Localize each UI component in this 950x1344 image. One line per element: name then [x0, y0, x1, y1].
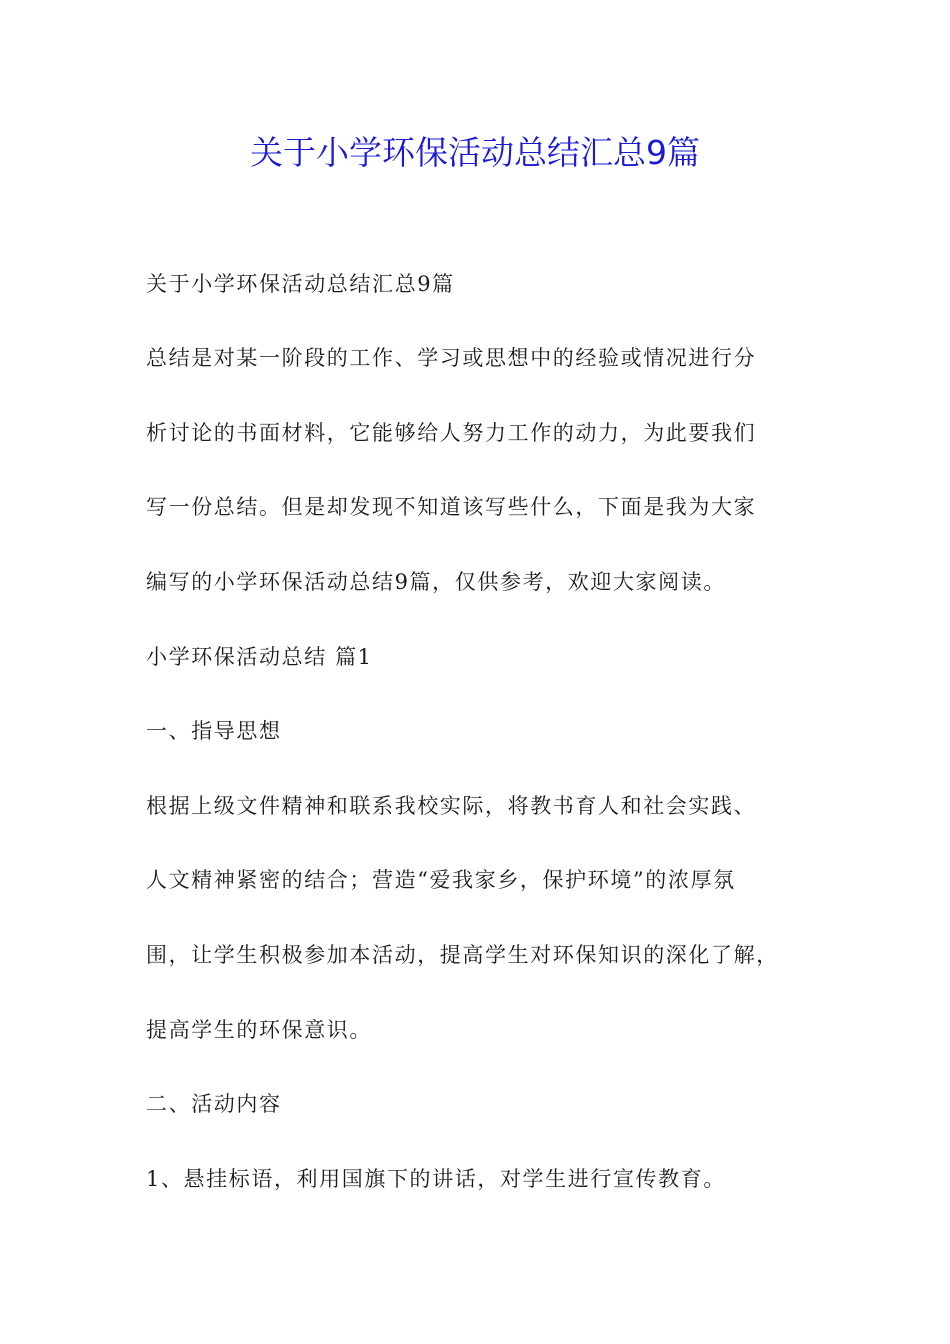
intro-line-4: 编写的小学环保活动总结9篇，仅供参考，欢迎大家阅读。: [146, 570, 726, 594]
intro-line-1: 总结是对某一阶段的工作、学习或思想中的经验或情况进行分: [146, 346, 757, 370]
intro-line-3: 写一份总结。但是却发现不知道该写些什么，下面是我为大家: [146, 495, 757, 519]
document-title: 关于小学环保活动总结汇总9篇: [250, 133, 700, 172]
subheading-activity-content: 二、活动内容: [146, 1092, 282, 1116]
body-line-4: 提高学生的环保意识。: [146, 1018, 372, 1042]
subtitle-line: 关于小学环保活动总结汇总9篇: [146, 272, 455, 296]
subheading-guiding-idea: 一、指导思想: [146, 719, 282, 743]
intro-line-2: 析讨论的书面材料，它能够给人努力工作的动力，为此要我们: [146, 421, 757, 445]
body-line-3: 围，让学生积极参加本活动，提高学生对环保知识的深化了解，: [146, 943, 779, 967]
section-heading: 小学环保活动总结 篇1: [146, 645, 373, 669]
list-item-1: 1、悬挂标语，利用国旗下的讲话，对学生进行宣传教育。: [146, 1167, 726, 1191]
body-line-2: 人文精神紧密的结合；营造“爱我家乡，保护环境”的浓厚氛: [146, 868, 736, 892]
body-line-1: 根据上级文件精神和联系我校实际，将教书育人和社会实践、: [146, 794, 757, 818]
